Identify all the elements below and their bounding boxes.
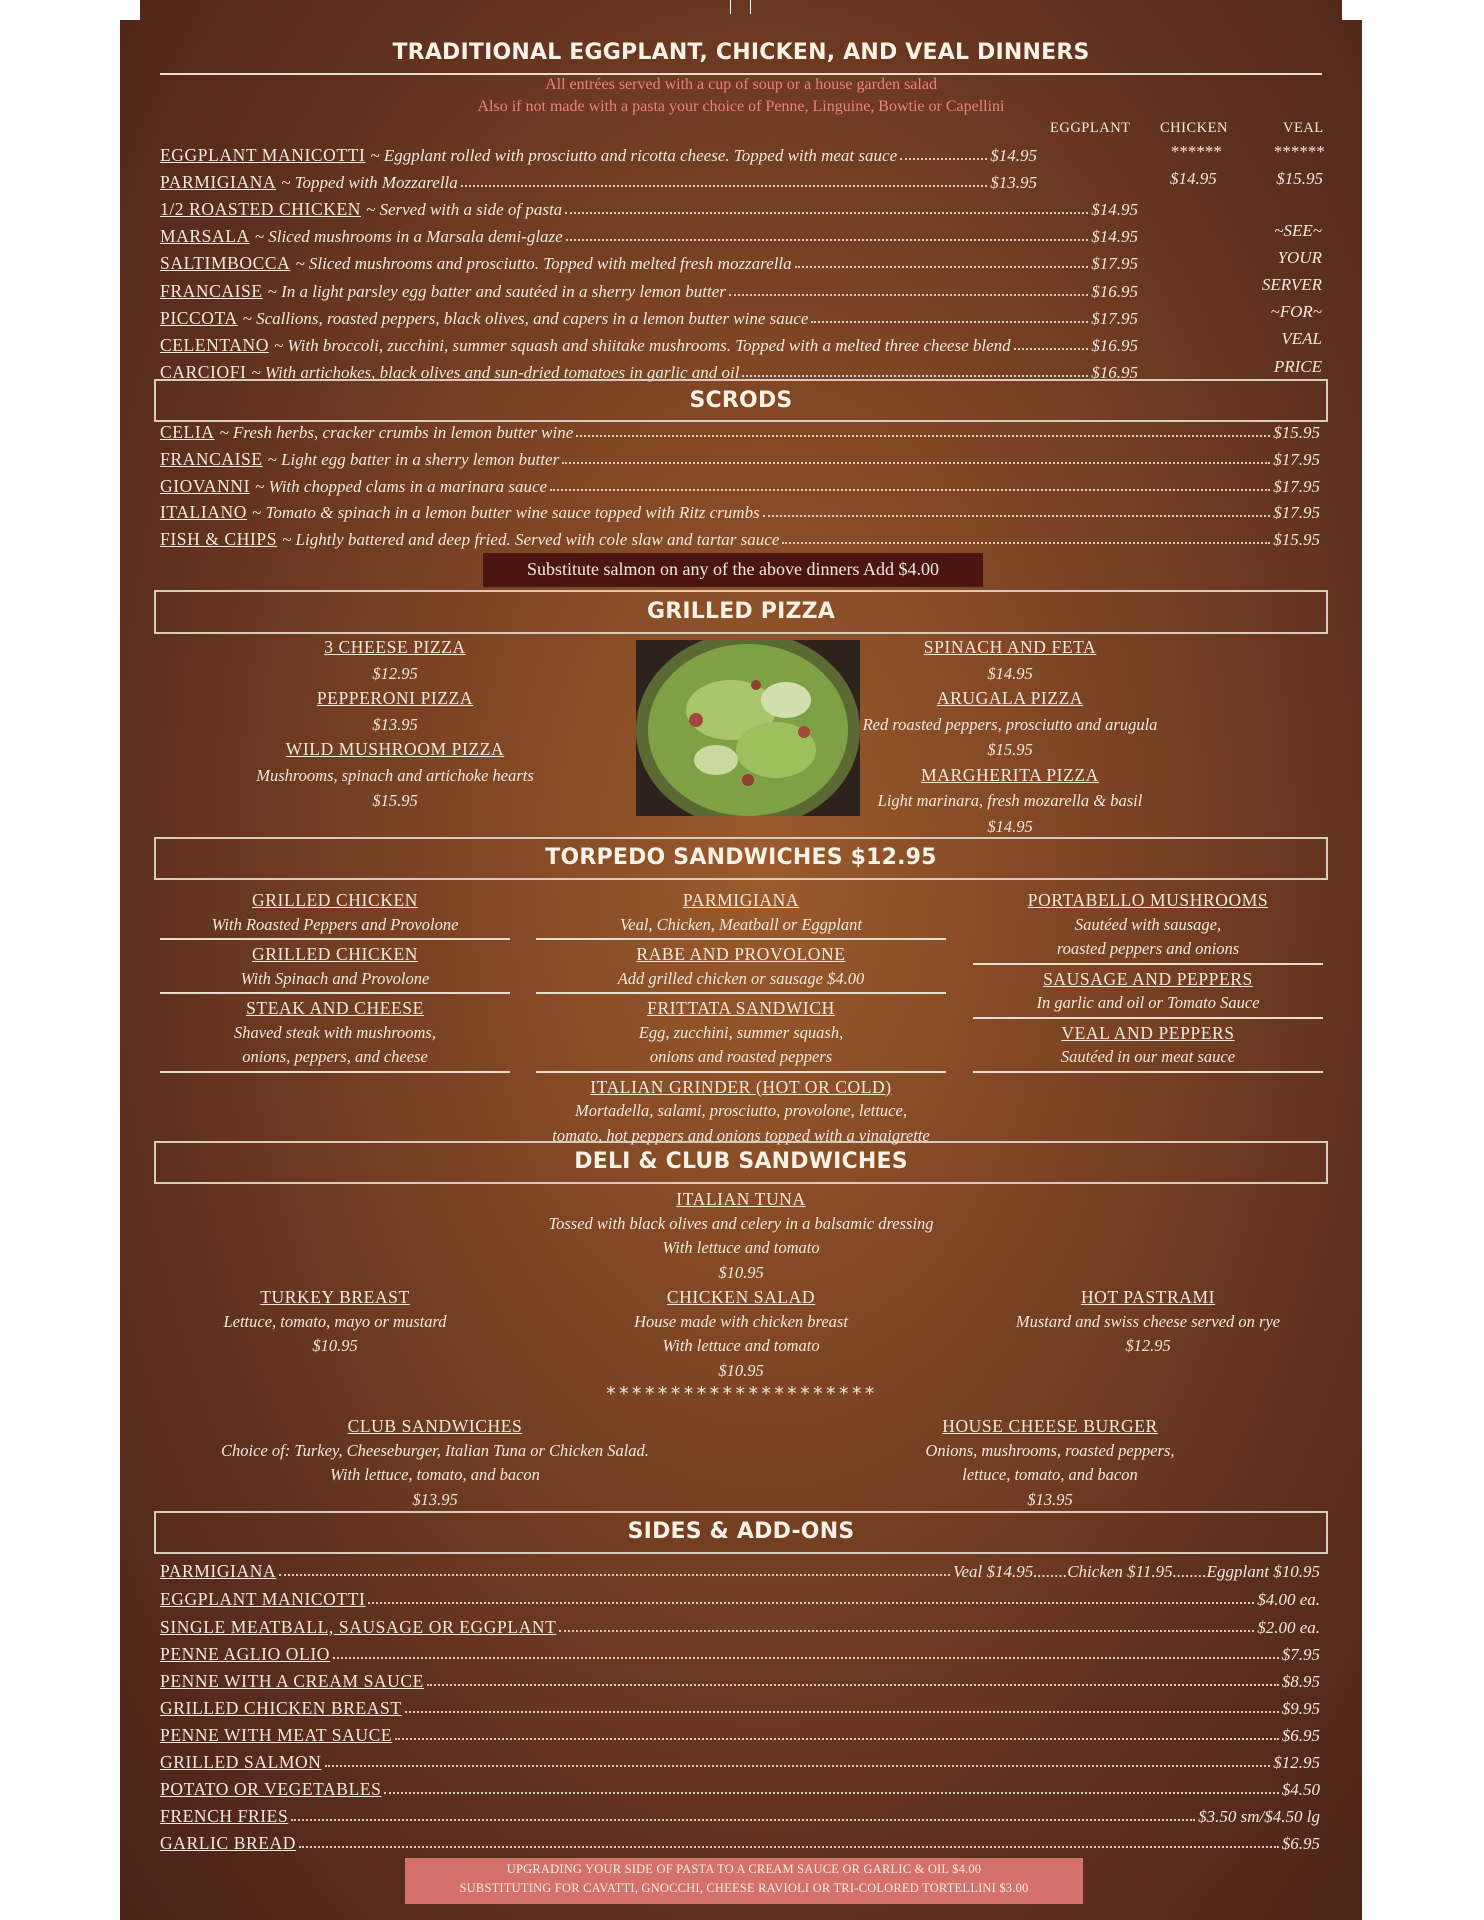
hot-pastrami-name: HOT PASTRAMI [1080,1287,1216,1307]
dot-leader [795,266,1089,268]
house-cheese-burger-desc-2: lettuce, tomato, and bacon [962,1465,1138,1484]
pizza-image [636,640,860,816]
chicken-price: ****** [1170,142,1221,161]
scrod-row [160,497,1320,523]
torpedo-item [973,967,1323,1021]
side-row [160,1774,1320,1800]
dot-leader [576,435,1270,437]
torpedo-item [536,888,946,942]
torpedo-name: FRITTATA SANDWICH [647,998,835,1018]
dot-leader [782,542,1270,544]
menu-page [120,0,1362,1920]
torpedo-name: ITALIAN GRINDER (HOT OR COLD) [590,1076,892,1097]
pizza-name: 3 CHEESE PIZZA [324,637,466,657]
dinner-description: ~ With broccoli, zucchini, summer squash and shiitake mushrooms. Topped with a melted three cheese blend [273,335,1011,355]
dinner-row [160,330,1138,356]
torpedo-name: PORTABELLO MUSHROOMS [1027,890,1269,910]
dot-leader [763,515,1271,517]
hot-pastrami-desc: Mustard and swiss cheese served on rye [1015,1311,1281,1331]
torpedo-description: Mortadella, salami, prosciutto, provolone, lettuce, [575,1101,907,1120]
veal-price: ****** [1273,142,1324,161]
torpedo-column-1 [160,888,510,1075]
torpedo-item [160,888,510,942]
torpedo-title: TORPEDO SANDWICHES $12.95 [545,845,937,870]
scrod-name: CELIA [160,422,215,442]
deli-club-sandwiches [190,1414,680,1512]
side-name: PENNE WITH MEAT SAUCE [160,1725,393,1745]
torpedo-name: RABE AND PROVOLONE [636,944,846,964]
scrod-description: ~ Lightly battered and deep fried. Served with cole slaw and tartar sauce [282,530,780,550]
pizza-description: Red roasted peppers, prosciutto and arugula [862,714,1158,734]
veal-price: $15.95 [1276,169,1323,189]
italian-tuna-name: ITALIAN TUNA [676,1189,806,1209]
italian-tuna-desc-1: Tossed with black olives and celery in a balsamic dressing [548,1213,934,1233]
dinner-description: ~ Sliced mushrooms in a Marsala demi-glaze [254,227,563,247]
deli-hot-pastrami [973,1285,1323,1359]
pizza-name: PEPPERONI PIZZA [316,688,474,708]
torpedo-description: In garlic and oil or Tomato Sauce [1036,993,1260,1012]
pasta-upgrade-note-2: SUBSTITUTING FOR CAVATTI, GNOCCHI, CHEESE RAVIOLI OR TRI-COLORED TORTELLINI $3.00 [459,1881,1029,1895]
dinner-description: ~ Topped with Mozzarella [281,173,458,193]
torpedo-name: PARMIGIANA [682,890,800,910]
eggplant-price: $14.95 [990,146,1037,165]
dot-leader [562,462,1270,464]
torpedo-divider [160,1071,510,1073]
side-name: FRENCH FRIES [160,1806,289,1826]
side-price: Veal $14.95........Chicken $11.95........Eggplant $10.95 [952,1562,1320,1581]
torpedo-divider [160,938,510,940]
torpedo-name: STEAK AND CHEESE [246,998,424,1018]
house-cheese-burger-desc-1: Onions, mushrooms, roasted peppers, [925,1440,1175,1460]
turkey-breast-name: TURKEY BREAST [260,1287,410,1307]
chicken-price: $17.95 [1091,254,1138,274]
pizza-name: MARGHERITA PIZZA [921,764,1099,785]
torpedo-item [973,888,1323,967]
crop-mark-top2 [750,0,751,14]
scrod-name: GIOVANNI [160,475,251,496]
pizza-photo [636,640,860,816]
turkey-breast-desc: Lettuce, tomato, mayo or mustard [223,1311,447,1331]
torpedo-item [536,996,946,1075]
house-cheese-burger-price: $13.95 [1027,1489,1073,1509]
chicken-price: $14.95 [1091,227,1138,247]
dinner-description: ~ With artichokes, black olives and sun-dried tomatoes in garlic and oil [251,362,740,382]
col-header-chicken: CHICKEN [1160,120,1228,136]
side-name: POTATO OR VEGETABLES [160,1779,382,1799]
side-row [160,1666,1320,1692]
crop-mark-tl [120,0,140,20]
pizza-right-column [820,635,1200,839]
dot-leader [461,185,987,187]
torpedo-divider [536,938,946,940]
deli-title: DELI & CLUB SANDWICHES [574,1149,908,1174]
dinner-name: 1/2 ROASTED CHICKEN [160,199,361,220]
torpedo-column-3 [973,888,1323,1075]
torpedo-item [536,1075,946,1151]
pizza-description: Mushrooms, spinach and artichoke hearts [256,765,534,785]
side-price: $7.95 [1281,1645,1320,1664]
torpedo-description: Egg, zucchini, summer squash, [638,1022,844,1042]
scrod-name: FRANCAISE [160,448,263,469]
chicken-salad-name: CHICKEN SALAD [666,1287,816,1307]
italian-tuna-desc-2: With lettuce and tomato [662,1238,820,1257]
torpedo-divider [536,1071,946,1073]
dinner-name: CELENTANO [160,334,269,355]
torpedo-divider [973,1017,1323,1019]
club-sandwiches-price: $13.95 [412,1489,458,1509]
dinner-row [160,248,1138,274]
deli-star-divider: ********************* [605,1383,877,1405]
side-row [160,1584,1320,1610]
side-row [160,1720,1320,1746]
pizza-price: $14.95 [987,663,1033,683]
dot-leader [405,1711,1279,1713]
dinner-row [160,167,1037,193]
veal-note-line: PRICE [1273,356,1322,376]
chicken-price: $14.95 [1170,169,1217,189]
scrod-price: $17.95 [1273,476,1320,496]
scrod-description: ~ Light egg batter in a sherry lemon butter [267,449,560,469]
veal-note-line: SERVER [1261,275,1322,295]
dinner-name: EGGPLANT MANICOTTI [160,145,366,165]
pizza-price: $15.95 [987,740,1033,759]
torpedo-divider [973,963,1323,965]
eggplant-price: $13.95 [990,173,1037,193]
salmon-note: Substitute salmon on any of the above dinners Add $4.00 [527,559,939,579]
side-price: $6.95 [1281,1834,1320,1853]
dinner-row [160,276,1138,302]
dot-leader [566,239,1089,241]
pizza-name: ARUGALA PIZZA [936,688,1084,708]
side-name: SINGLE MEATBALL, SAUSAGE OR EGGPLANT [160,1617,557,1637]
dinner-row [160,194,1138,220]
side-name: EGGPLANT MANICOTTI [160,1589,366,1609]
dot-leader [742,375,1088,377]
dinner-name: PARMIGIANA [160,172,277,193]
torpedo-description: With Spinach and Provolone [240,968,430,988]
scrod-price: $15.95 [1273,530,1320,550]
deli-turkey-breast [160,1285,510,1359]
scrod-price: $15.95 [1273,423,1320,442]
side-name: PENNE WITH A CREAM SAUCE [160,1671,424,1691]
scrod-row [160,524,1320,550]
dot-leader [550,489,1270,491]
dinners-title-rule [160,73,1322,75]
deli-chicken-salad [541,1285,941,1383]
dot-leader [325,1765,1271,1767]
pizza-left-column [215,635,575,814]
side-price: $4.00 ea. [1257,1590,1320,1609]
dot-leader [368,1602,1254,1604]
dinner-name: SALTIMBOCCA [160,253,291,274]
dinner-description: ~ Served with a side of pasta [366,200,563,220]
scrod-name: FISH & CHIPS [160,529,278,550]
crop-mark-tr [1342,0,1362,20]
torpedo-description: Sautéed with sausage, [1074,914,1222,934]
scrod-row [160,471,1320,497]
dot-leader [729,294,1088,296]
pizza-price: $14.95 [987,816,1033,836]
scrod-price: $17.95 [1273,503,1320,523]
dinner-name: CARCIOFI [160,361,247,382]
side-price: $12.95 [1273,1753,1320,1772]
pizza-description: Light marinara, fresh mozarella & basil [877,791,1143,810]
sides-title: SIDES & ADD-ONS [627,1519,855,1544]
dinner-row [160,221,1138,247]
torpedo-name: SAUSAGE AND PEPPERS [1043,968,1253,989]
dinner-description: ~ Eggplant rolled with prosciutto and ricotta cheese. Topped with meat sauce [370,146,898,165]
veal-note-line: VEAL [1281,329,1322,349]
hot-pastrami-price: $12.95 [1125,1336,1171,1355]
turkey-breast-price: $10.95 [312,1336,358,1355]
deli-house-cheese-burger [880,1414,1220,1512]
italian-tuna-price: $10.95 [718,1262,764,1282]
dot-leader [565,212,1088,214]
torpedo-description: onions, peppers, and cheese [242,1047,428,1066]
dinner-name: FRANCAISE [160,280,263,301]
side-price: $3.50 sm/$4.50 lg [1198,1807,1320,1826]
dot-leader [395,1738,1279,1740]
torpedo-description: Sautéed in our meat sauce [1060,1047,1236,1066]
side-price: $8.95 [1281,1672,1320,1691]
dot-leader [427,1684,1279,1686]
veal-note-line: YOUR [1277,248,1322,268]
side-price: $2.00 ea. [1257,1618,1320,1637]
club-sandwiches-desc-1: Choice of: Turkey, Cheeseburger, Italian Tuna or Chicken Salad. [221,1440,649,1460]
side-row [160,1639,1320,1665]
scrod-description: ~ Fresh herbs, cracker crumbs in lemon butter wine [219,423,574,442]
torpedo-column-2 [536,888,946,1150]
col-header-eggplant: EGGPLANT [1050,120,1131,136]
torpedo-description: onions and roasted peppers [649,1047,833,1066]
side-row [160,1556,1320,1582]
chicken-price: $17.95 [1091,308,1138,328]
club-sandwiches-name: CLUB SANDWICHES [347,1416,523,1436]
veal-note-line: ~FOR~ [1270,302,1322,322]
dinner-description: ~ In a light parsley egg batter and sautéed in a sherry lemon butter [267,281,726,301]
pizza-name: WILD MUSHROOM PIZZA [285,739,505,759]
side-row [160,1828,1320,1854]
col-header-veal: VEAL [1283,120,1324,136]
house-cheese-burger-name: HOUSE CHEESE BURGER [942,1416,1158,1436]
torpedo-description: Veal, Chicken, Meatball or Eggplant [620,914,862,934]
dinner-row [160,140,1037,166]
side-price: $4.50 [1281,1780,1320,1799]
chicken-price: $16.95 [1091,335,1138,355]
chicken-salad-desc-1: House made with chicken breast [634,1311,848,1331]
scrod-price: $17.95 [1273,449,1320,469]
side-name: GRILLED CHICKEN BREAST [160,1698,402,1718]
pizza-name: SPINACH AND FETA [923,637,1097,657]
scrod-description: ~ Tomato & spinach in a lemon butter wine sauce topped with Ritz crumbs [252,503,760,523]
side-row [160,1801,1320,1827]
torpedo-description: Add grilled chicken or sausage $4.00 [617,968,865,988]
torpedo-description: tomato, hot peppers and onions topped with a vinaigrette [552,1125,930,1145]
torpedo-name: GRILLED CHICKEN [252,890,418,910]
side-row [160,1747,1320,1773]
dot-leader [291,1819,1195,1821]
dinners-note-1: All entrées served with a cup of soup or a house garden salad [545,76,937,93]
dot-leader [559,1630,1254,1632]
chicken-salad-desc-2: With lettuce and tomato [662,1336,820,1355]
dot-leader [333,1657,1279,1659]
dinner-name: PICCOTA [160,307,238,328]
club-sandwiches-desc-2: With lettuce, tomato, and bacon [330,1465,540,1484]
chicken-price: $14.95 [1091,200,1138,220]
dinner-row [160,303,1138,329]
torpedo-item [160,996,510,1075]
dot-leader [811,321,1088,323]
pasta-upgrade-note-1: UPGRADING YOUR SIDE OF PASTA TO A CREAM SAUCE OR GARLIC & OIL $4.00 [506,1862,982,1876]
torpedo-description: With Roasted Peppers and Provolone [211,914,459,934]
torpedo-divider [536,992,946,994]
chicken-price: $16.95 [1091,362,1138,382]
dot-leader [1014,348,1089,350]
side-name: GARLIC BREAD [160,1833,297,1853]
torpedo-description: Shaved steak with mushrooms, [234,1022,436,1042]
dot-leader [384,1792,1278,1794]
torpedo-name: VEAL AND PEPPERS [1061,1022,1235,1043]
side-price: $6.95 [1281,1726,1320,1745]
torpedo-name: GRILLED CHICKEN [252,944,418,964]
dinner-description: ~ Scallions, roasted peppers, black olives, and capers in a lemon butter wine sauce [242,308,809,328]
scrods-title: SCRODS [689,388,793,413]
side-name: PENNE AGLIO OLIO [160,1644,330,1664]
scrod-row [160,417,1320,443]
pizza-price: $15.95 [372,791,418,810]
scrod-name: ITALIANO [160,502,247,523]
side-name: PARMIGIANA [160,1561,277,1581]
veal-note-line: ~SEE~ [1274,221,1322,240]
pizza-title: GRILLED PIZZA [646,599,835,624]
dinners-note-2: Also if not made with a pasta your choice of Penne, Linguine, Bowtie or Capellini [477,98,1005,115]
side-row [160,1612,1320,1638]
scrod-description: ~ With chopped clams in a marinara sauce [255,476,548,496]
torpedo-item [160,942,510,996]
torpedo-item [973,1021,1323,1075]
chicken-salad-price: $10.95 [718,1360,764,1380]
dot-leader [299,1846,1279,1848]
dot-leader [279,1574,950,1576]
side-name: GRILLED SALMON [160,1752,322,1772]
dot-leader [900,158,987,160]
side-price: $9.95 [1281,1699,1320,1718]
side-row [160,1693,1320,1719]
dinners-title: TRADITIONAL EGGPLANT, CHICKEN, AND VEAL DINNERS [392,40,1090,65]
scrod-row [160,444,1320,470]
pizza-price: $12.95 [372,663,418,683]
dinner-name: MARSALA [160,226,250,247]
torpedo-divider [160,992,510,994]
torpedo-item [536,942,946,996]
dinner-description: ~ Sliced mushrooms and prosciutto. Topped with melted fresh mozzarella [295,254,792,274]
crop-mark-top [730,0,731,14]
torpedo-description: roasted peppers and onions [1056,939,1240,958]
torpedo-divider [973,1071,1323,1073]
chicken-price: $16.95 [1091,281,1138,301]
deli-italian-tuna [441,1187,1041,1285]
pizza-price: $13.95 [372,714,418,734]
